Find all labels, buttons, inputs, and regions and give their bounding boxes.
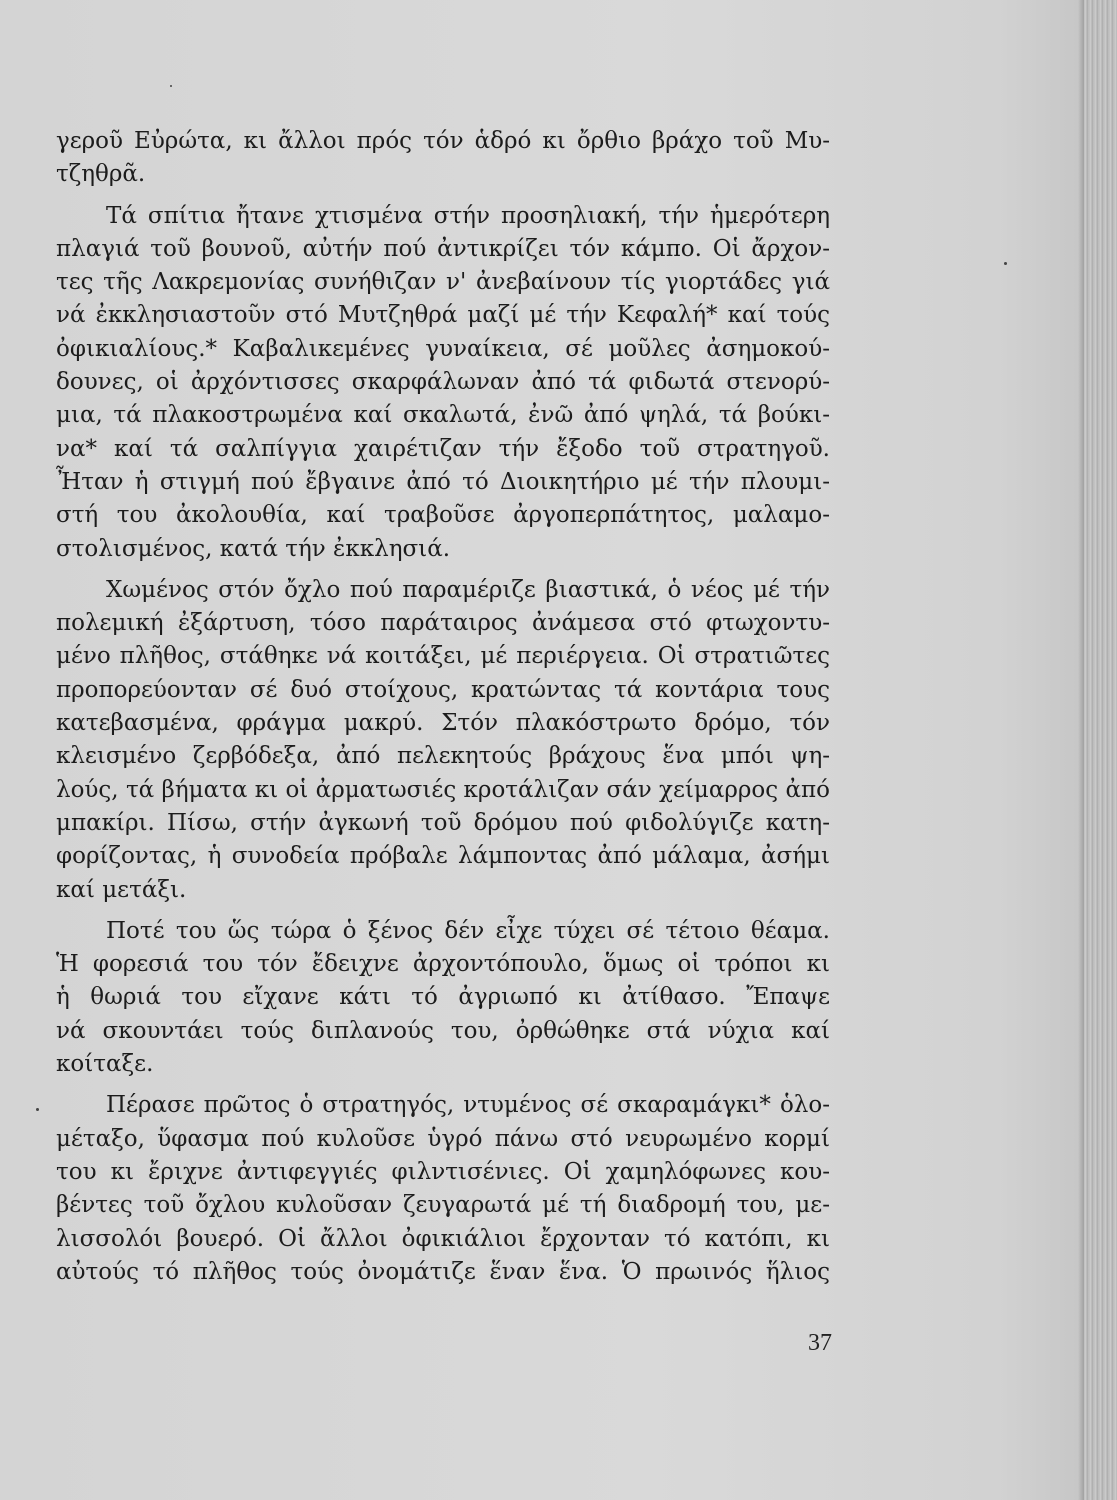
text-line: φορίζοντας, ἡ συνοδεία πρόβαλε λάμποντας ἀπό μάλαμα, ἀσήμι (56, 843, 830, 870)
text-line: βέντες τοῦ ὄχλου κυλοῦσαν ζευγαρωτά μέ τή διαδρομή του, με- (56, 1192, 830, 1219)
text-line: τες τῆς Λακρεμονίας συνήθιζαν ν' ἀνεβαίνουν τίς γιορτάδες γιά (56, 269, 830, 296)
book-page-edges (1084, 0, 1117, 1500)
text-line: ἡ θωριά του εἴχανε κάτι τό ἀγριωπό κι ἀτίθασο. Ἔπαψε (56, 984, 830, 1011)
text-line: δουνες, οἱ ἀρχόντισσες σκαρφάλωναν ἀπό τά φιδωτά στενορύ- (56, 369, 830, 396)
page-number: 37 (808, 1330, 832, 1356)
paper-speck (170, 85, 172, 87)
text-line: μπακίρι. Πίσω, στήν ἀγκωνή τοῦ δρόμου πού φιδολύγιζε κατη- (56, 809, 830, 836)
text-line: πλαγιά τοῦ βουνοῦ, αὐτήν πού ἀντικρίζει τόν κάμπο. Οἱ ἄρχον- (56, 235, 830, 262)
text-line: μένο πλῆθος, στάθηκε νά κοιτάξει, μέ περιέργεια. Οἱ στρατιῶτες (56, 643, 830, 670)
paragraph (56, 915, 830, 1081)
text-line: αὐτούς τό πλῆθος τούς ὀνομάτιζε ἕναν ἕνα. Ὁ πρωινός ἥλιος (56, 1258, 830, 1285)
text-line: τζηθρᾶ. (56, 161, 146, 188)
text-line: Ποτέ του ὥς τώρα ὁ ξένος δέν εἶχε τύχει σέ τέτοιο θέαμα. (106, 917, 830, 944)
text-line: νά ἐκκλησιαστοῦν στό Μυτζηθρά μαζί μέ τήν Κεφαλή* καί τούς (56, 302, 830, 329)
paragraph (56, 200, 830, 566)
text-line: λούς, τά βήματα κι οἱ ἀρματωσιές κροτάλιζαν σάν χείμαρρος ἀπό (56, 776, 830, 803)
paragraph (56, 125, 830, 192)
text-line: Ἦταν ἡ στιγμή πού ἔβγαινε ἀπό τό Διοικητήριο μέ τήν πλουμι- (56, 468, 830, 495)
text-line: Πέρασε πρῶτος ὁ στρατηγός, ντυμένος σέ σκαραμάγκι* ὁλο- (106, 1092, 830, 1119)
text-line: γεροῦ Εὐρώτα, κι ἄλλοι πρός τόν ἁδρό κι ὄρθιο βράχο τοῦ Μυ- (56, 128, 830, 154)
paper-speck (36, 1108, 39, 1111)
text-line: πολεμική ἐξάρτυση, τόσο παράταιρος ἀνάμεσα στό φτωχοντυ- (56, 610, 830, 637)
paragraph (56, 574, 830, 907)
text-line: λισσολόι βουερό. Οἱ ἄλλοι ὀφικιάλιοι ἔρχονταν τό κατόπι, κι (56, 1225, 830, 1252)
text-line: στή του ἀκολουθία, καί τραβοῦσε ἀργοπερπάτητος, μαλαμο- (56, 502, 830, 529)
text-line: κατεβασμένα, φράγμα μακρύ. Στόν πλακόστρωτο δρόμο, τόν (56, 710, 830, 737)
text-line: ὀφικιαλίους.* Καβαλικεμένες γυναίκεια, σέ μοῦλες ἀσημοκού- (56, 335, 830, 362)
paper-speck (1004, 262, 1007, 265)
text-line: κοίταξε. (56, 1051, 154, 1078)
text-line: καί μετάξι. (56, 876, 187, 903)
body-text (56, 125, 830, 1289)
text-line: μέταξο, ὕφασμα πού κυλοῦσε ὑγρό πάνω στό νευρωμένο κορμί (56, 1125, 830, 1152)
text-line: του κι ἔριχνε ἀντιφεγγιές φιλντισένιες. Οἱ χαμηλόφωνες κου- (56, 1158, 830, 1185)
text-line: Τά σπίτια ἤτανε χτισμένα στήν προσηλιακή, τήν ἡμερότερη (106, 202, 830, 229)
text-line: στολισμένος, κατά τήν ἐκκλησιά. (56, 535, 451, 562)
text-line: Χωμένος στόν ὄχλο πού παραμέριζε βιαστικά, ὁ νέος μέ τήν (106, 576, 830, 603)
text-line: κλεισμένο ζερβόδεξα, ἀπό πελεκητούς βράχους ἕνα μπόι ψη- (56, 743, 830, 770)
text-line: να* καί τά σαλπίγγια χαιρέτιζαν τήν ἔξοδο τοῦ στρατηγοῦ. (56, 435, 830, 462)
text-line: προπορεύονταν σέ δυό στοίχους, κρατώντας τά κοντάρια τους (56, 676, 830, 703)
text-line: Ἡ φορεσιά του τόν ἔδειχνε ἀρχοντόπουλο, ὅμως οἱ τρόποι κι (56, 951, 830, 978)
paragraph (56, 1089, 830, 1289)
text-line: νά σκουντάει τούς διπλανούς του, ὀρθώθηκε στά νύχια καί (56, 1017, 830, 1044)
text-line: μια, τά πλακοστρωμένα καί σκαλωτά, ἐνῶ ἀπό ψηλά, τά βούκι- (56, 402, 830, 429)
